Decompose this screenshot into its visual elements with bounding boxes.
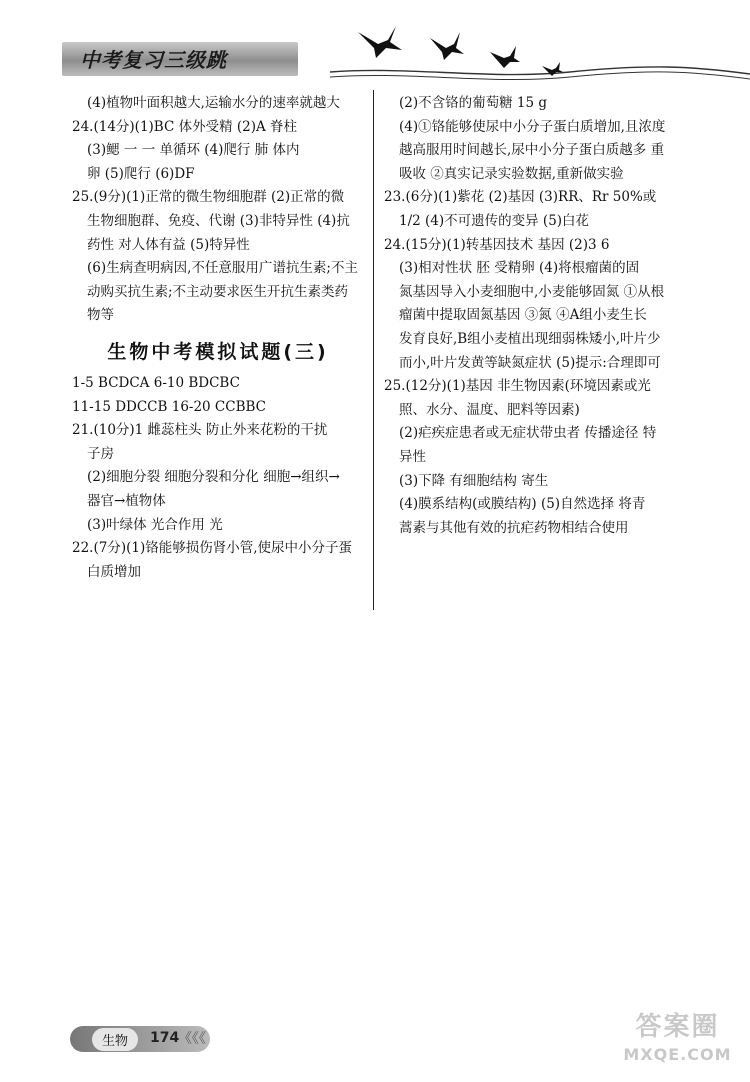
subject-label: 生物 xyxy=(92,1028,138,1051)
page-footer xyxy=(70,1020,220,1060)
answer-line: (2)细胞分裂 细胞分裂和分化 细胞→组织→ xyxy=(87,469,340,486)
answer-line: 24.(14分)(1)BC 体外受精 (2)A 脊柱 xyxy=(72,118,298,135)
answer-line: 子房 xyxy=(87,445,114,462)
answer-line: 1/2 (4)不可遗传的变异 (5)白花 xyxy=(399,212,590,229)
answer-line: 药性 对人体有益 (5)特异性 xyxy=(87,236,250,253)
answer-line: 异性 xyxy=(399,448,426,465)
answer-line: (2)不含铬的葡萄糖 15 g xyxy=(399,95,548,111)
answer-line: 22.(7分)(1)铬能够损伤肾小管,使尿中小分子蛋 xyxy=(72,540,353,557)
answer-line: (2)疟疾症患者或无症状带虫者 传播途径 特 xyxy=(399,425,657,442)
left-column xyxy=(72,92,364,584)
answer-line: 蒿素与其他有效的抗疟药物相结合使用 xyxy=(399,519,629,536)
answer-line: 发育良好,B组小麦植出现细弱株矮小,叶片少 xyxy=(399,330,661,347)
answer-line: (3)叶绿体 光合作用 光 xyxy=(87,516,223,533)
answer-line: 吸收 ②真实记录实验数据,重新做实验 xyxy=(399,165,624,182)
watermark-text: 答案圈 xyxy=(635,1012,720,1042)
right-column xyxy=(384,92,684,540)
answer-line: (6)生病查明病因,不任意服用广谱抗生素;不主 xyxy=(87,260,358,277)
answer-line: (4)膜系结构(或膜结构) (5)自然选择 将青 xyxy=(399,496,646,513)
answer-line: 瘤菌中提取固氮基因 ③氮 ④A组小麦生长 xyxy=(399,307,647,324)
page-header xyxy=(0,0,750,95)
answer-line: (3)相对性状 胚 受精卵 (4)将根瘤菌的固 xyxy=(399,260,640,277)
answer-line: 动购买抗生素;不主动要求医生开抗生素类药 xyxy=(87,283,349,300)
answer-line: (3)鳃 一 一 单循环 (4)爬行 肺 体内 xyxy=(87,142,300,159)
answer-line: 21.(10分)1 雌蕊柱头 防止外来花粉的干扰 xyxy=(72,422,328,439)
flying-birds-decoration xyxy=(330,10,750,90)
chevron-arrows-icon: 《《《 xyxy=(178,1031,206,1047)
answer-line: (4)①铬能够使尿中小分子蛋白质增加,且浓度 xyxy=(399,118,666,135)
answer-line: (3)下降 有细胞结构 寄生 xyxy=(399,472,549,489)
header-title: 中考复习三级跳 xyxy=(80,48,227,72)
section-title: 生物中考模拟试题(三) xyxy=(107,340,329,363)
page-number: 174 xyxy=(150,1030,180,1046)
answer-line: 生物细胞群、免疫、代谢 (3)非特异性 (4)抗 xyxy=(87,212,350,229)
answer-line: 越高服用时间越长,尿中小分子蛋白质越多 重 xyxy=(399,142,665,159)
answer-line: 11-15 DDCCB 16-20 CCBBC xyxy=(72,398,267,415)
answer-line: 24.(15分)(1)转基因技术 基因 (2)3 6 xyxy=(384,236,610,253)
answer-line: 器官→植物体 xyxy=(87,492,166,509)
answer-line: 25.(12分)(1)基因 非生物因素(环境因素或光 xyxy=(384,378,651,395)
answer-line: 而小,叶片发黄等缺氮症状 (5)提示:合理即可 xyxy=(399,354,661,371)
answer-line: 白质增加 xyxy=(87,563,141,580)
answer-line: 物等 xyxy=(87,307,114,324)
answer-line: 卵 (5)爬行 (6)DF xyxy=(87,165,195,182)
answer-line: 照、水分、温度、肥料等因素) xyxy=(399,401,580,418)
answer-line: 1-5 BCDCA 6-10 BDCBC xyxy=(72,374,240,391)
column-divider xyxy=(373,90,374,610)
answer-line: 氮基因导入小麦细胞中,小麦能够固氮 ①从根 xyxy=(399,283,665,300)
answer-line: 23.(6分)(1)紫花 (2)基因 (3)RR、Rr 50%或 xyxy=(384,189,657,206)
watermark-url: MXQE.COM xyxy=(623,1045,732,1064)
answer-line: (4)植物叶面积越大,运输水分的速率就越大 xyxy=(87,95,340,111)
answer-line: 25.(9分)(1)正常的微生物细胞群 (2)正常的微 xyxy=(72,189,345,206)
watermark xyxy=(615,1010,740,1076)
